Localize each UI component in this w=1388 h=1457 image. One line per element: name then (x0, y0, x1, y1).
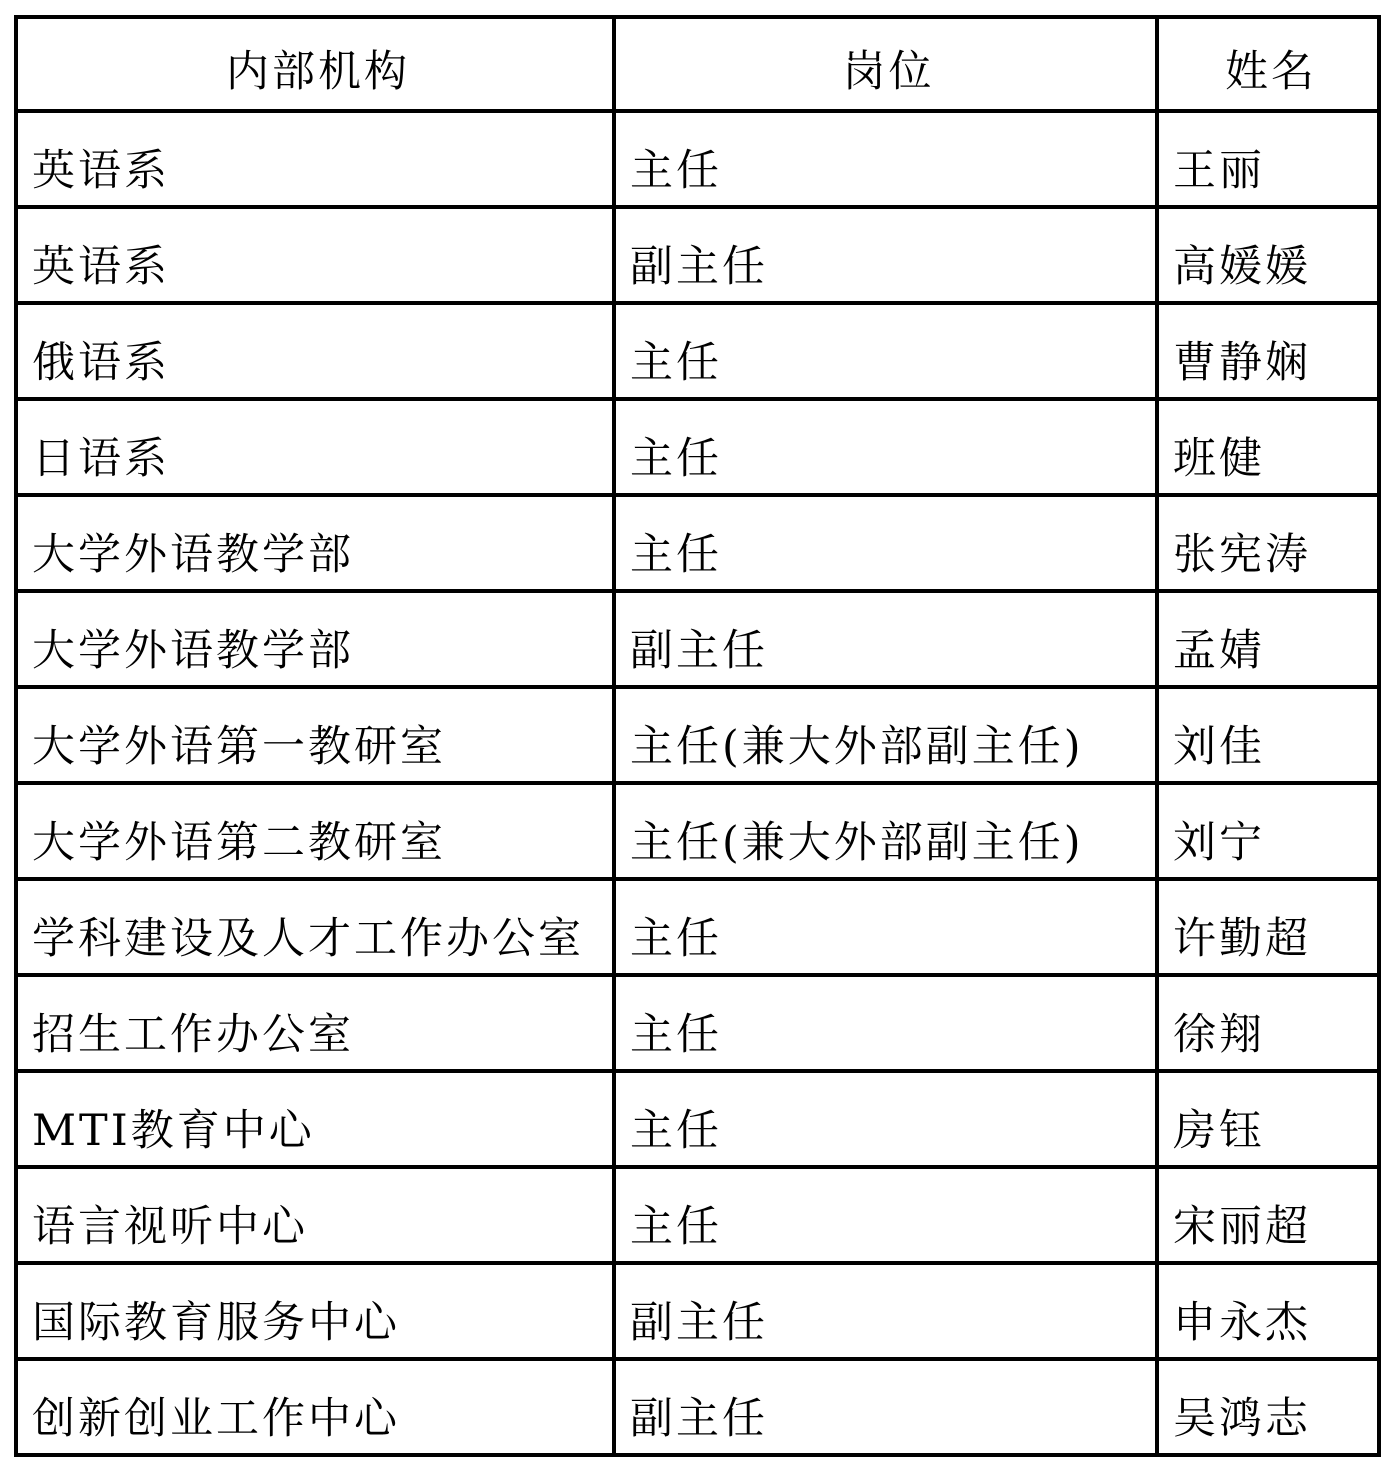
cell-org: 国际教育服务中心 (16, 1263, 614, 1359)
table-row (16, 1167, 1379, 1263)
table-body (16, 111, 1379, 1455)
column-header-position: 岗位 (614, 17, 1157, 111)
cell-name: 高媛媛 (1157, 207, 1379, 303)
table-row (16, 783, 1379, 879)
cell-position: 主任 (614, 879, 1157, 975)
cell-org: 英语系 (16, 207, 614, 303)
cell-position: 副主任 (614, 1359, 1157, 1455)
cell-org: 创新创业工作中心 (16, 1359, 614, 1455)
cell-position: 主任 (614, 1071, 1157, 1167)
cell-position: 主任 (614, 303, 1157, 399)
cell-org: 英语系 (16, 111, 614, 207)
table-row (16, 1359, 1379, 1455)
cell-org: 学科建设及人才工作办公室 (16, 879, 614, 975)
cell-name: 房钰 (1157, 1071, 1379, 1167)
cell-name: 曹静娴 (1157, 303, 1379, 399)
table-row (16, 111, 1379, 207)
cell-org: 俄语系 (16, 303, 614, 399)
cell-name: 吴鸿志 (1157, 1359, 1379, 1455)
table-row (16, 687, 1379, 783)
cell-org: 大学外语教学部 (16, 591, 614, 687)
table-row (16, 399, 1379, 495)
cell-position: 副主任 (614, 207, 1157, 303)
cell-name: 许勤超 (1157, 879, 1379, 975)
table-row (16, 591, 1379, 687)
table-row (16, 207, 1379, 303)
cell-position: 副主任 (614, 1263, 1157, 1359)
cell-org: MTI教育中心 (16, 1071, 614, 1167)
header-row (16, 17, 1379, 111)
cell-name: 张宪涛 (1157, 495, 1379, 591)
table-row (16, 495, 1379, 591)
cell-position: 主任(兼大外部副主任) (614, 783, 1157, 879)
cell-name: 孟婧 (1157, 591, 1379, 687)
cell-org: 日语系 (16, 399, 614, 495)
cell-position: 主任 (614, 399, 1157, 495)
cell-name: 刘宁 (1157, 783, 1379, 879)
table-header (16, 17, 1379, 111)
cell-org: 招生工作办公室 (16, 975, 614, 1071)
cell-position: 副主任 (614, 591, 1157, 687)
table-row (16, 1071, 1379, 1167)
cell-name: 刘佳 (1157, 687, 1379, 783)
cell-position: 主任(兼大外部副主任) (614, 687, 1157, 783)
cell-name: 王丽 (1157, 111, 1379, 207)
cell-position: 主任 (614, 975, 1157, 1071)
table-row (16, 1263, 1379, 1359)
cell-name: 班健 (1157, 399, 1379, 495)
table-row (16, 879, 1379, 975)
table-row (16, 975, 1379, 1071)
cell-org: 大学外语第二教研室 (16, 783, 614, 879)
cell-name: 宋丽超 (1157, 1167, 1379, 1263)
table-row (16, 303, 1379, 399)
cell-org: 大学外语第一教研室 (16, 687, 614, 783)
cell-name: 申永杰 (1157, 1263, 1379, 1359)
cell-org: 语言视听中心 (16, 1167, 614, 1263)
staff-table (14, 15, 1381, 1457)
cell-org: 大学外语教学部 (16, 495, 614, 591)
column-header-name: 姓名 (1157, 17, 1379, 111)
cell-position: 主任 (614, 111, 1157, 207)
cell-position: 主任 (614, 1167, 1157, 1263)
cell-name: 徐翔 (1157, 975, 1379, 1071)
cell-position: 主任 (614, 495, 1157, 591)
column-header-org: 内部机构 (16, 17, 614, 111)
